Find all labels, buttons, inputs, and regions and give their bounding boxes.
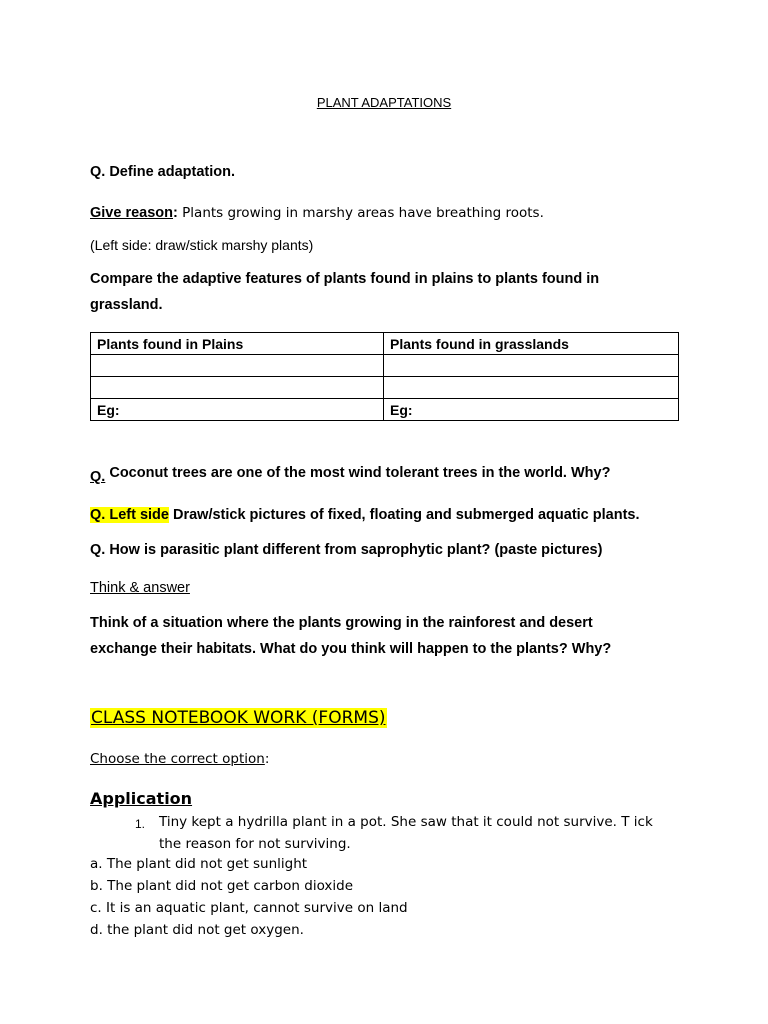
question-left-side-text: Draw/stick pictures of fixed, floating and submerged aquatic plants. bbox=[168, 507, 640, 523]
application-heading: Application bbox=[90, 789, 193, 808]
question-1-line-2: the reason for not surviving. bbox=[159, 836, 351, 852]
table-cell bbox=[384, 377, 679, 399]
question-coconut-prefix: Q. bbox=[90, 469, 106, 485]
give-reason-colon: : bbox=[173, 205, 178, 221]
choose-option-line bbox=[90, 751, 269, 767]
think-text-line-2: exchange their habitats. What do you think will happen to the plants? Why? bbox=[90, 641, 612, 657]
think-answer-heading: Think & answer bbox=[90, 580, 190, 596]
table-cell-eg: Eg: bbox=[91, 399, 384, 421]
choose-option-colon: : bbox=[264, 751, 270, 767]
choose-option-label: Choose the correct option bbox=[90, 751, 265, 767]
compare-line-1: Compare the adaptive features of plants found in plains to plants found in bbox=[90, 271, 600, 287]
give-reason-label: Give reason bbox=[90, 205, 174, 221]
question-parasitic: Q. How is parasitic plant different from saprophytic plant? (paste pictures) bbox=[90, 542, 603, 558]
class-notebook-heading: CLASS NOTEBOOK WORK (FORMS) bbox=[91, 708, 386, 728]
comparison-table bbox=[90, 332, 679, 421]
compare-line-2: grassland. bbox=[90, 297, 163, 313]
question-left-side-highlight: Q. Left side bbox=[90, 507, 169, 523]
table-header-grasslands: Plants found in grasslands bbox=[384, 333, 679, 355]
table-row bbox=[91, 399, 679, 421]
question-1-number: 1. bbox=[135, 817, 146, 831]
table-cell bbox=[384, 355, 679, 377]
table-cell bbox=[91, 355, 384, 377]
table-cell-eg: Eg: bbox=[384, 399, 679, 421]
give-reason-text: Plants growing in marshy areas have breathing roots. bbox=[177, 205, 544, 221]
question-coconut-text: Coconut trees are one of the most wind tolerant trees in the world. Why? bbox=[105, 465, 611, 481]
table-cell bbox=[91, 377, 384, 399]
table-header-row bbox=[91, 333, 679, 355]
question-coconut bbox=[90, 465, 611, 485]
question-define-adaptation: Q. Define adaptation. bbox=[90, 164, 236, 180]
option-c: c. It is an aquatic plant, cannot survive on land bbox=[90, 900, 408, 916]
think-text-line-1: Think of a situation where the plants growing in the rainforest and desert bbox=[90, 615, 593, 631]
option-b: b. The plant did not get carbon dioxide bbox=[90, 878, 354, 894]
table-row bbox=[91, 355, 679, 377]
page-title: PLANT ADAPTATIONS bbox=[316, 95, 452, 110]
question-left-side bbox=[90, 507, 640, 523]
option-a: a. The plant did not get sunlight bbox=[90, 856, 308, 872]
left-side-note: (Left side: draw/stick marshy plants) bbox=[90, 237, 314, 253]
question-1-line-1: Tiny kept a hydrilla plant in a pot. She saw that it could not survive. T ick bbox=[159, 814, 653, 830]
table-header-plains: Plants found in Plains bbox=[91, 333, 384, 355]
option-d: d. the plant did not get oxygen. bbox=[90, 922, 304, 938]
table-row bbox=[91, 377, 679, 399]
give-reason-line bbox=[90, 204, 544, 222]
